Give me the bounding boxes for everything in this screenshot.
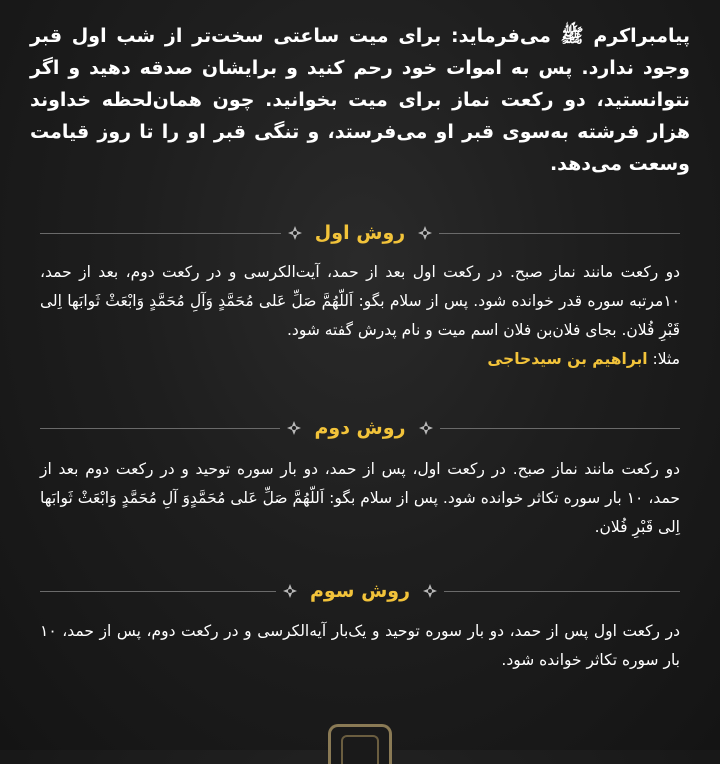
section-text-1: دو رکعت مانند نماز صبح. در رکعت اول بعد از حمد، آیت‌الکرسی و در رکعت دوم، بعد از حمد، ۱۰مرتبه سوره قدر خوانده شود. پس از سلام بگو: اَللّهُمَّ صَلِّ عَلی مُحَمَّدٍ وَآلِ مُحَمَّدٍ وَابْعَثْ ثَوابَها اِلی قَبْرِ فُلان. بجای فلان‌بن فلان اسم میت و نام پدرش گفته شود.: [40, 263, 680, 339]
example-line: [40, 345, 680, 374]
section-divider-3: [40, 576, 680, 606]
section-body-1: [40, 258, 680, 374]
divider-line: [40, 233, 281, 234]
divider-line: [440, 428, 680, 429]
divider-line: [444, 591, 680, 592]
example-label: مثلا:: [652, 350, 680, 368]
section-title-3: روش سوم: [309, 580, 411, 602]
floral-ornament-icon: [418, 420, 434, 436]
floral-ornament-icon: [287, 225, 303, 241]
floral-ornament-icon: [417, 225, 433, 241]
divider-line: [40, 591, 276, 592]
divider-line: [439, 233, 680, 234]
section-divider-1: [40, 218, 680, 248]
section-body-3: در رکعت اول پس از حمد، دو بار سوره توحید و یک‌بار آیه‌الکرسی و در رکعت دوم، پس از حمد، ۱۰ بار سوره تکاثر خوانده شود.: [40, 622, 680, 669]
example-name: ابراهیم بن سیدحاجی: [487, 350, 648, 368]
section-title-1: روش اول: [314, 222, 406, 244]
section-divider-2: [40, 413, 680, 443]
intro-paragraph: پیامبراکرم ﷺ می‌فرماید: برای میت ساعتی سخت‌تر از شب اول قبر وجود ندارد. پس به اموات خود رحم کنید و برایشان صدقه دهید و اگر نتوانستید، دو رکعت نماز برای میت بخوانید. چون همان‌لحظه خداوند هزار فرشته به‌سوی قبر او می‌فرستد، و تنگی قبر او را تا روز قیامت وسعت می‌دهد.: [30, 25, 690, 175]
divider-line: [40, 428, 280, 429]
floral-ornament-icon: [422, 583, 438, 599]
frame-emblem-icon: [328, 724, 392, 764]
floral-ornament-icon: [286, 420, 302, 436]
floral-ornament-icon: [282, 583, 298, 599]
section-body-2: دو رکعت مانند نماز صبح. در رکعت اول، پس از حمد، دو بار سوره توحید و در رکعت دوم بعد از حمد، ۱۰ بار سوره تکاثر خوانده شود. پس از سلام بگو: اَللّهُمَّ صَلِّ عَلی مُحَمَّدٍوَ آلِ مُحَمَّدٍ وَابْعَثْ ثَوابَها اِلی قَبْرِ فُلان.: [40, 460, 681, 536]
section-title-2: روش دوم: [314, 417, 406, 439]
